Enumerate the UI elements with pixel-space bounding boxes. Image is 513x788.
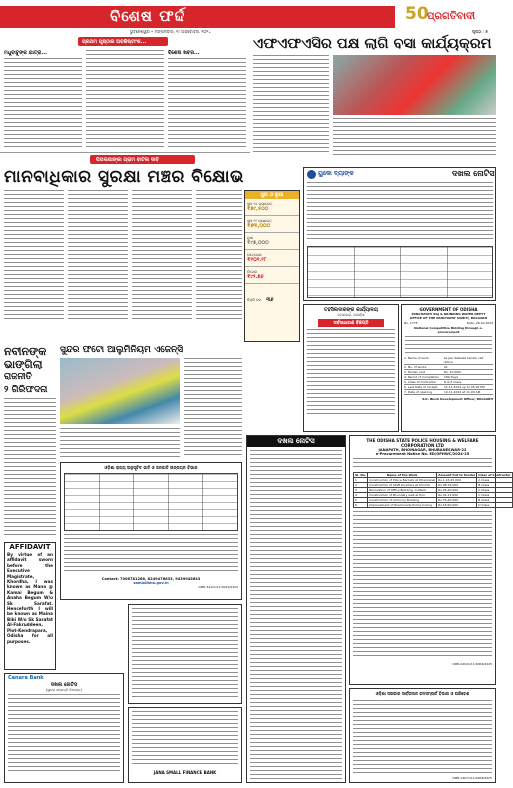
tender-row: 7. Date of opening 12.11.2024 at 11.00 AM — [404, 390, 493, 395]
table-row: 2 Construction of Staff Quarters at Khurda Rs.98,76,000 B Class — [354, 483, 513, 488]
photo-story-body2 — [60, 428, 180, 458]
col-header: Sl. No. — [355, 473, 367, 477]
bank-notice-table — [307, 246, 493, 298]
table-row: 3 Renovation of Office Building, Cuttack Rs.45,20,000 C Class — [354, 488, 513, 493]
rates-footer: ବିକ୍ରି ଦର ୩୬ — [247, 297, 274, 303]
table-row: 6 Improvement of Road inside Police Colony Rs.18,90,000 D Class — [354, 503, 513, 508]
bank-notice-body — [307, 182, 493, 242]
jana-body — [132, 711, 238, 767]
office-name: ତହସିଲଦାରଙ୍କ କାର୍ଯ୍ୟାଳୟ — [324, 307, 378, 313]
col-header: Amount Put to Tender — [438, 473, 476, 477]
affidavit-body: By virtue of an affidavit sworn before the Executive Magistrate, Khordha, I was known as Mana @ Kamai Begum & Anaha Begum W/o Sk Sarafat. Henceforth I will be known as Maina Bibi W/o Sk Sarafat Al-Fakruddeen, Plot-Kendrapara, Odisha for all purposes. — [7, 552, 53, 644]
canara-sub: (ସ୍ଥାବର ସମ୍ପତ୍ତି ନିମନ୍ତେ) — [45, 688, 83, 692]
bottom-right-title: ଓଡ଼ିଶା ସରକାର ସାର୍ବଜନୀନ ଜନସମ୍ପର୍କ ବିଭାଗ ଓ ପରିବେଶ — [375, 691, 470, 696]
housing-address: JANAPATH, BHOINAGAR, BHUBANESWAR-22 — [378, 448, 467, 452]
office-place: ବୋଲଗଡ଼, ଖୋର୍ଦ୍ଧା — [337, 313, 365, 317]
affidavit-title: AFFIDAVIT — [9, 543, 51, 551]
main-headline: ମାନବାଧିକାର ସୁରକ୍ଷା ମଞ୍ଚର ବିକ୍ଷୋଭ — [4, 167, 244, 187]
top-right-headline: ଏଫଏଫଏସିର ପକ୍ଷ ଲାଗି ବସା କାର୍ଯ୍ୟକ୍ରମ — [253, 36, 492, 52]
dateline: ଭୁବନେଶ୍ୱର • ମଙ୍ଗଳବାର, ୨୯ ଅକ୍ଟୋବର, ୨୦୨୪ — [130, 29, 211, 34]
story1-body-col1 — [4, 58, 82, 150]
story1-body-col2 — [86, 50, 164, 150]
hostel-title: ଓଡ଼ିଶା ରାଜ୍ୟ ଅନୁସୂଚିତ ଜାତି ଓ ଜନଜାତି ଉନ୍ନୟନ ବିଭାଗ — [104, 465, 198, 470]
possession-notice — [246, 435, 346, 783]
lower-left-body — [4, 398, 56, 538]
tender-desc — [405, 336, 492, 354]
masthead-red-bar — [0, 6, 395, 28]
tender-row: 2. No. of works 01 — [404, 365, 493, 370]
logo-text: ପ୍ରଗତିବାଦୀ — [427, 11, 476, 22]
main-body-col3 — [132, 190, 192, 320]
sub-banner: ପିପଲପାଙ୍କା ଗ୍ରାମ ବାଟିଲ ଦାବି — [90, 155, 195, 164]
housing-tender: e-Procurement Notice No. ED/OPHWC/2024-25 — [375, 452, 470, 456]
dept-title: PANCHAYATI RAJ & DRINKING WATER DEPTT — [411, 312, 486, 316]
page-label: ପୃଷ୍ଠା : ୭ — [472, 29, 488, 34]
rates-title: ସୁନା ଓ ରୂପା — [245, 191, 299, 199]
office-title: OFFICE OF THE PANCHAYAT SAMITI, BOLGARH — [409, 316, 488, 320]
rates-row: ପେଟ୍ରୋଲ ₹୧୦୧.୧୮ — [245, 250, 299, 267]
section-title: ବିଶେଷ ଫର୍ଦ୍ଦ — [110, 7, 186, 25]
hostel-phones: Contact: 7008781268, 8249478633, 9439045643 — [101, 577, 201, 581]
housing-intro — [353, 458, 492, 470]
top-right-body-right — [333, 118, 496, 156]
lower-left-head3: ରାଜନୀତି — [4, 372, 32, 382]
housing-table-wrap — [353, 472, 511, 508]
lower-left-head2: ଭାଙ୍ଗିଲା — [4, 358, 43, 371]
canara-body — [8, 694, 120, 774]
hostel-footer: OIPR-34121/11/0022/2425 — [198, 585, 238, 589]
tender-row: 6. Last Date of receipt 11.11.2024 up to 05.00 PM — [404, 385, 493, 390]
housing-terms — [353, 511, 492, 659]
jana-bank-name: JANA SMALL FINANCE BANK — [153, 770, 217, 775]
middle-bottom-body — [132, 608, 238, 700]
bottom-right-notice — [349, 688, 496, 783]
public-notice-title: ସର୍ବସାଧାରଣ ବିଜ୍ଞପ୍ତି — [318, 319, 384, 327]
main-body-col1 — [4, 190, 64, 320]
tender-row: 5. Class of Contractor D & E Class — [404, 380, 493, 385]
tahasildar-notice — [303, 304, 399, 432]
hostel-body — [64, 534, 238, 574]
jana-bank-notice — [128, 707, 242, 783]
first-page-remainder-banner: ପ୍ରଥମ ପୃଷ୍ଠାର ଅବଶିଷ୍ଟାଂଶ... — [78, 37, 168, 46]
possession-body — [250, 450, 342, 782]
tender-table — [402, 356, 495, 395]
canara-bank-name: Canara Bank — [8, 675, 44, 681]
bank-logo-icon — [307, 170, 316, 179]
protest-photo — [60, 358, 180, 424]
rates-row: ସୁନା ୨୨ କ୍ୟାରେଟ୍ ₹୭୩,୦୦୦ — [245, 216, 299, 233]
main-body-col2 — [68, 190, 128, 320]
rates-row: ଡିଜେଲ ₹୯୨.୭୬ — [245, 267, 299, 284]
uco-bank-notice — [303, 167, 496, 301]
hostel-web[interactable]: samodisha.gov.in — [133, 581, 169, 585]
tender-row: 3. Tender cost Rs. 10,000/- — [404, 370, 493, 375]
story2-head: ବିଶେଷ ଖବର... — [168, 50, 200, 56]
canara-bank-notice — [4, 673, 124, 783]
tender-no-row: No. 1775 Date: 26.10.2024 — [404, 321, 493, 325]
tender-signed: Sd/- Block Development Officer, BOLGARH — [422, 397, 493, 401]
table-row: 1 Construction of Police Barrack at Dhenkanal Rs.1,23,45,000 A Class — [354, 478, 513, 483]
col-header: Name of the Work — [368, 473, 437, 478]
rates-row: ରୂପା ₹୯୭,୦୦୦ — [245, 233, 299, 250]
top-right-body-left — [253, 55, 329, 155]
bank-name: ୟୁକୋ ବ୍ୟାଙ୍କ — [318, 170, 354, 177]
event-photo — [333, 55, 496, 115]
middle-bottom-notice — [128, 604, 242, 704]
affidavit-box — [4, 542, 56, 670]
tender-row: 1. Name of work As per detailed tender call notice — [404, 356, 493, 365]
col-header: Class of Contractor — [478, 473, 511, 477]
main-body-col4 — [196, 190, 242, 320]
photo-story-body — [184, 358, 242, 458]
canara-title: ଦଖଲ ନୋଟିସ — [50, 682, 78, 688]
housing-footer: OIPR-04041/11/0006/2425 — [452, 662, 492, 666]
rates-box — [244, 190, 300, 342]
photo-story-head: ସୁନ୍ଦର ଫଟୋ ଆଲୁମିନିୟମ ଏଜେନ୍ସି — [60, 345, 184, 355]
tender-head: National Competitive Bidding through e-procurement — [414, 326, 483, 334]
bottom-right-body — [353, 700, 492, 774]
tender-row: 4. Period of Completion 180 Days — [404, 375, 493, 380]
public-notice-body — [307, 329, 395, 417]
govt-title: GOVERNMENT OF ODISHA — [419, 307, 478, 312]
rates-row: ସୁନା ୨୪ କ୍ୟାରେଟ୍ ₹୭୯,୫୦୦ — [245, 199, 299, 216]
housing-table — [353, 472, 513, 508]
logo-number: 50 — [405, 4, 429, 24]
bank-notice-side-title: ଦଖଲ ନୋଟିସ — [452, 169, 495, 178]
story1-head: ମଧୁବାବୁଙ୍କ ଯାତ୍ରା... — [4, 50, 48, 56]
possession-title: ଦଖଲ ନୋଟିସ — [247, 436, 345, 447]
bottom-right-footer: OIPR-14071/11/0008/2425 — [452, 776, 492, 780]
table-row: 5 Construction of Armoury Building Rs.76,40,000 B Class — [354, 498, 513, 503]
panchayat-tender — [401, 304, 496, 432]
divider — [0, 152, 250, 153]
hostel-admission-ad — [60, 462, 242, 600]
hostel-table — [64, 473, 238, 531]
housing-title: THE ODISHA STATE POLICE HOUSING & WELFARE CORPORATION LTD — [366, 438, 479, 448]
lower-left-head4: ୨ ଗିରିଫଦନା — [4, 385, 48, 395]
table-row: 4 Construction of Boundary wall at Puri Rs.32,15,000 C Class — [354, 493, 513, 498]
lower-left-head1: ନବୀନଙ୍କ — [4, 345, 47, 358]
masthead — [0, 0, 500, 34]
housing-corp-ad — [349, 435, 511, 685]
story2-body — [168, 58, 246, 150]
